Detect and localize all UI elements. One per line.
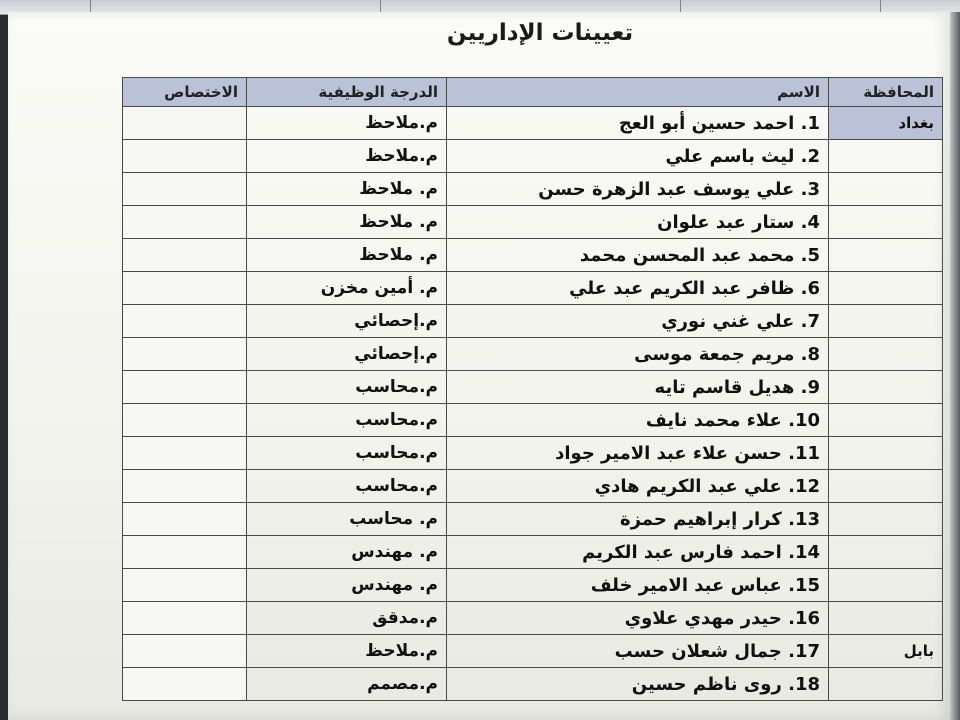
specialization-cell (123, 404, 247, 437)
specialization-cell (123, 140, 247, 173)
specialization-cell (123, 305, 247, 338)
employee-name: جمال شعلان حسب (614, 640, 782, 662)
row-number: 6. (800, 277, 820, 299)
name-cell (447, 239, 829, 272)
specialization-cell (123, 668, 247, 701)
grade-cell: م.محاسب (247, 470, 447, 503)
table-row (123, 602, 943, 635)
specialization-cell (123, 437, 247, 470)
table-row (123, 206, 943, 239)
governorate-cell (829, 338, 943, 371)
row-number: 11. (788, 442, 820, 464)
specialization-cell (123, 602, 247, 635)
row-number: 7. (800, 310, 820, 332)
employee-name: حيدر مهدي علاوي (624, 607, 782, 629)
row-number: 13. (788, 508, 820, 530)
grade-cell: م.مصمم (247, 668, 447, 701)
governorate-cell (829, 602, 943, 635)
name-cell (447, 371, 829, 404)
grade-cell: م.ملاحظ (247, 107, 447, 140)
specialization-cell (123, 272, 247, 305)
specialization-cell (123, 239, 247, 272)
governorate-cell (829, 536, 943, 569)
table-row (123, 437, 943, 470)
specialization-cell (123, 635, 247, 668)
employee-name: كرار إبراهيم حمزة (619, 508, 782, 530)
row-number: 3. (800, 178, 820, 200)
grade-cell: م.محاسب (247, 404, 447, 437)
document-title: تعيينات الإداريين (446, 20, 634, 46)
grade-cell: م.مدقق (247, 602, 447, 635)
grade-cell: م.محاسب (247, 371, 447, 404)
row-number: 9. (800, 376, 820, 398)
name-cell (447, 635, 829, 668)
table-row (123, 371, 943, 404)
employee-name: ظافر عبد الكريم عبد علي (569, 277, 795, 299)
table-row (123, 569, 943, 602)
table-row (123, 107, 943, 140)
row-number: 12. (788, 475, 820, 497)
table-row (123, 404, 943, 437)
appointments-table (122, 77, 943, 701)
name-cell (447, 305, 829, 338)
specialization-cell (123, 503, 247, 536)
governorate-cell (829, 206, 943, 239)
row-number: 14. (788, 541, 820, 563)
grade-cell: م.إحصائي (247, 305, 447, 338)
governorate-cell (829, 668, 943, 701)
name-cell (447, 437, 829, 470)
grade-cell: م.ملاحظ (247, 635, 447, 668)
grade-cell: م. أمين مخزن (247, 272, 447, 305)
governorate-cell (829, 503, 943, 536)
governorate-cell (829, 239, 943, 272)
employee-name: احمد حسين أبو العج (618, 112, 795, 134)
employee-name: علي يوسف عبد الزهرة حسن (538, 178, 795, 200)
grade-cell: م. ملاحظ (247, 206, 447, 239)
employee-name: ليث باسم علي (665, 145, 795, 167)
governorate-cell (829, 470, 943, 503)
table-row (123, 140, 943, 173)
row-number: 15. (788, 574, 820, 596)
specialization-cell (123, 569, 247, 602)
employee-name: حسن علاء عبد الامير جواد (555, 442, 782, 464)
table-row (123, 635, 943, 668)
table-header-row (123, 78, 943, 107)
specialization-cell (123, 338, 247, 371)
specialization-cell (123, 371, 247, 404)
employee-name: روى ناظم حسين (631, 673, 782, 695)
table-row (123, 173, 943, 206)
grade-cell: م.إحصائي (247, 338, 447, 371)
table-row (123, 272, 943, 305)
name-cell (447, 668, 829, 701)
table-row (123, 503, 943, 536)
employee-name: مريم جمعة موسى (634, 343, 795, 365)
employee-name: علي غني نوري (661, 310, 795, 332)
governorate-cell: بابل (829, 635, 943, 668)
row-number: 10. (788, 409, 820, 431)
employee-name: علي عبد الكريم هادي (594, 475, 782, 497)
governorate-cell (829, 437, 943, 470)
header-specialization: الاختصاص (123, 78, 247, 107)
header-name: الاسم (447, 78, 829, 107)
employee-name: علاء محمد نايف (645, 409, 782, 431)
governorate-cell (829, 305, 943, 338)
specialization-cell (123, 173, 247, 206)
row-number: 8. (800, 343, 820, 365)
name-cell (447, 272, 829, 305)
table-row (123, 239, 943, 272)
governorate-cell (829, 272, 943, 305)
specialization-cell (123, 470, 247, 503)
name-cell (447, 206, 829, 239)
table-row (123, 305, 943, 338)
table-row (123, 536, 943, 569)
row-number: 4. (800, 211, 820, 233)
specialization-cell (123, 107, 247, 140)
grade-cell: م. محاسب (247, 503, 447, 536)
name-cell (447, 503, 829, 536)
governorate-cell (829, 173, 943, 206)
header-grade: الدرجة الوظيفية (247, 78, 447, 107)
name-cell (447, 404, 829, 437)
grade-cell: م. مهندس (247, 536, 447, 569)
name-cell (447, 338, 829, 371)
row-number: 2. (800, 145, 820, 167)
row-number: 1. (800, 112, 820, 134)
header-governorate: المحافظة (829, 78, 943, 107)
specialization-cell (123, 206, 247, 239)
grade-cell: م.محاسب (247, 437, 447, 470)
row-number: 16. (788, 607, 820, 629)
name-cell (447, 602, 829, 635)
row-number: 18. (788, 673, 820, 695)
name-cell (447, 107, 829, 140)
governorate-cell (829, 404, 943, 437)
employee-name: عباس عبد الامير خلف (590, 574, 782, 596)
row-number: 5. (800, 244, 820, 266)
employee-name: محمد عبد المحسن محمد (579, 244, 795, 266)
grade-cell: م.ملاحظ (247, 140, 447, 173)
name-cell (447, 173, 829, 206)
governorate-cell: بغداد (829, 107, 943, 140)
employee-name: ستار عبد علوان (657, 211, 795, 233)
specialization-cell (123, 536, 247, 569)
grade-cell: م. مهندس (247, 569, 447, 602)
row-number: 17. (788, 640, 820, 662)
name-cell (447, 470, 829, 503)
table-row (123, 470, 943, 503)
governorate-cell (829, 140, 943, 173)
governorate-cell (829, 569, 943, 602)
governorate-cell (829, 371, 943, 404)
grade-cell: م. ملاحظ (247, 173, 447, 206)
table-row (123, 338, 943, 371)
employee-name: هديل قاسم تايه (654, 376, 795, 398)
name-cell (447, 140, 829, 173)
table-row (123, 668, 943, 701)
name-cell (447, 536, 829, 569)
grade-cell: م. ملاحظ (247, 239, 447, 272)
employee-name: احمد فارس عبد الكريم (582, 541, 782, 563)
name-cell (447, 569, 829, 602)
